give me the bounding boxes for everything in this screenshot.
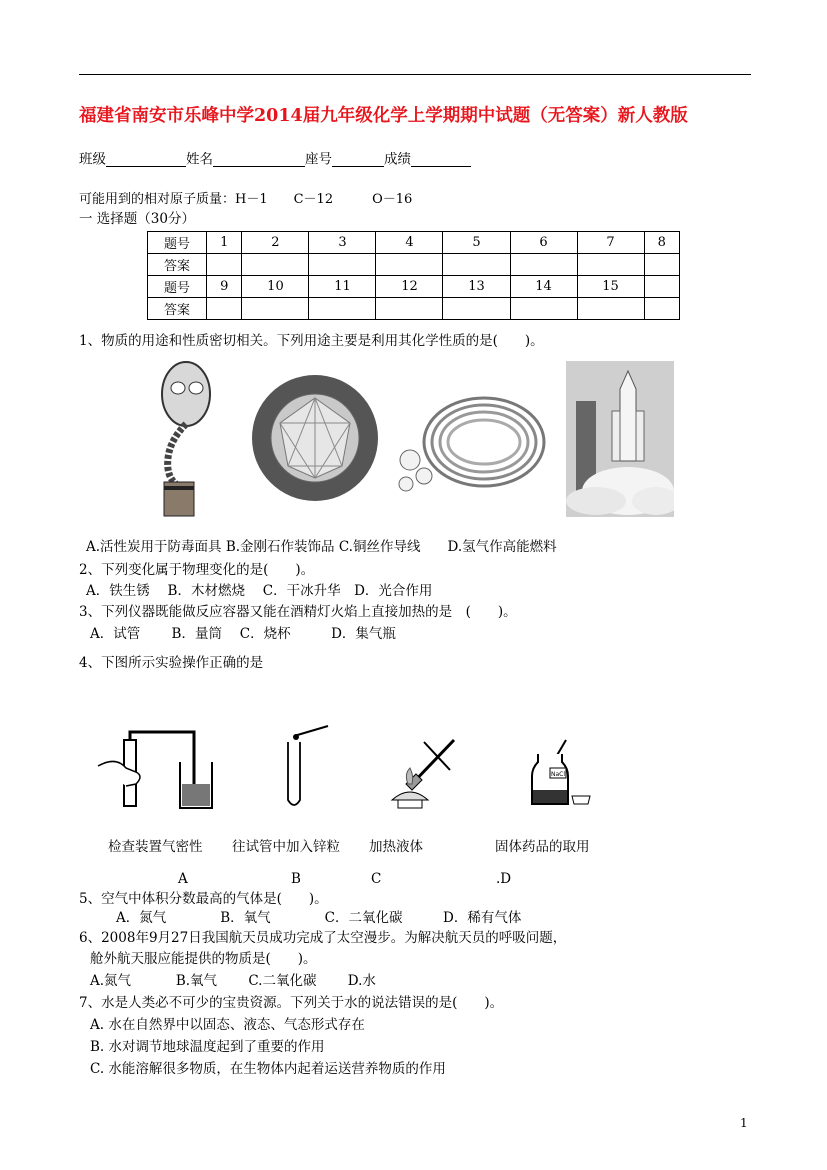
seat-label: 座号 <box>305 151 332 168</box>
q6-stem: 6、2008年9月27日我国航天员成功完成了太空漫步。为解决航天员的呼吸问题， <box>79 930 567 946</box>
add-zinc-image <box>280 724 330 810</box>
gas-mask-image <box>150 360 232 518</box>
question-number: 4 <box>376 232 443 254</box>
question-number: 13 <box>443 276 510 298</box>
diamond-image <box>250 368 380 508</box>
name-field[interactable] <box>213 153 305 167</box>
question-number: 14 <box>510 276 577 298</box>
answer-cell[interactable] <box>242 298 309 320</box>
question-number: 6 <box>510 232 577 254</box>
answer-cell[interactable] <box>376 254 443 276</box>
nacl-label: NaCl <box>550 771 566 778</box>
name-label: 姓名 <box>186 151 213 168</box>
answer-cell[interactable] <box>577 254 644 276</box>
question-number: 7 <box>577 232 644 254</box>
q4-letter-c: C <box>371 871 382 887</box>
q1-stem: 1、物质的用途和性质密切相关。下列用途主要是利用其化学性质的是( )。 <box>79 333 544 349</box>
header-rule <box>79 74 751 75</box>
q5-stem: 5、空气中体积分数最高的气体是( )。 <box>79 891 328 907</box>
page-title: 福建省南安市乐峰中学2014届九年级化学上学期期中试题（无答案）新人教版 <box>79 106 688 126</box>
answer-cell[interactable] <box>644 254 679 276</box>
q2-stem: 2、下列变化属于物理变化的是( )。 <box>79 562 315 578</box>
copper-wire-image <box>392 380 552 505</box>
q7-option-a: A. 水在自然界中以固态、液态、气态形式存在 <box>90 1017 365 1033</box>
question-number: 5 <box>443 232 510 254</box>
airtightness-apparatus-image <box>96 726 216 814</box>
q4-letter-d: .D <box>496 871 512 887</box>
rocket-launch-image <box>566 361 674 517</box>
q6-stem-cont: 舱外航天服应能提供的物质是( )。 <box>90 951 317 967</box>
answer-cell[interactable] <box>443 254 510 276</box>
row-label: 答案 <box>148 254 207 276</box>
q7-stem: 7、水是人类必不可少的宝贵资源。下列关于水的说法错误的是( )。 <box>79 995 504 1011</box>
question-number: 12 <box>376 276 443 298</box>
q4-caption-b: 往试管中加入锌粒 <box>232 839 340 855</box>
table-row <box>148 232 680 254</box>
question-number: 1 <box>207 232 242 254</box>
atomic-mass: 可能用到的相对原子质量：H－1 C－12 O－16 <box>79 192 413 207</box>
q4-caption-c: 加热液体 <box>369 839 423 855</box>
row-label: 题号 <box>148 232 207 254</box>
row-label: 题号 <box>148 276 207 298</box>
score-label: 成绩 <box>384 151 411 168</box>
q2-options: A．铁生锈 B．木材燃烧 C．干冰升华 D．光合作用 <box>86 583 433 599</box>
q6-options: A.氮气 B.氧气 C.二氧化碳 D.水 <box>90 973 376 989</box>
question-number: 9 <box>207 276 242 298</box>
solid-reagent-image <box>528 738 594 808</box>
q4-caption-d: 固体药品的取用 <box>495 839 590 855</box>
answer-cell[interactable] <box>376 298 443 320</box>
q7-option-b: B. 水对调节地球温度起到了重要的作用 <box>90 1039 325 1055</box>
question-number <box>644 276 679 298</box>
question-number: 8 <box>644 232 679 254</box>
answer-table <box>147 231 680 320</box>
seat-field[interactable] <box>332 153 384 167</box>
q4-stem: 4、下图所示实验操作正确的是 <box>79 655 264 671</box>
q4-letter-b: B <box>291 871 301 887</box>
table-row <box>148 276 680 298</box>
page-number: 1 <box>740 1116 748 1130</box>
student-info <box>79 153 471 167</box>
class-field[interactable] <box>106 153 186 167</box>
table-row <box>148 254 680 276</box>
q3-stem: 3、下列仪器既能做反应容器又能在酒精灯火焰上直接加热的是 ( )。 <box>79 604 517 620</box>
q4-letter-a: A <box>178 871 188 887</box>
answer-cell[interactable] <box>644 298 679 320</box>
answer-cell[interactable] <box>309 254 376 276</box>
question-number: 11 <box>309 276 376 298</box>
question-number: 10 <box>242 276 309 298</box>
answer-cell[interactable] <box>443 298 510 320</box>
answer-cell[interactable] <box>207 298 242 320</box>
row-label: 答案 <box>148 298 207 320</box>
q4-caption-a: 检查装置气密性 <box>108 839 203 855</box>
q3-options: A．试管 B．量筒 C．烧杯 D．集气瓶 <box>90 626 396 642</box>
question-number: 15 <box>577 276 644 298</box>
answer-cell[interactable] <box>207 254 242 276</box>
question-number: 2 <box>242 232 309 254</box>
q7-option-c: C. 水能溶解很多物质，在生物体内起着运送营养物质的作用 <box>90 1061 446 1077</box>
q1-options: A.活性炭用于防毒面具 B.金刚石作装饰品 C.铜丝作导线 D.氢气作高能燃料 <box>86 539 557 555</box>
answer-cell[interactable] <box>242 254 309 276</box>
question-number: 3 <box>309 232 376 254</box>
heating-liquid-image <box>380 736 466 812</box>
q5-options: A．氮气 B．氧气 C．二氧化碳 D．稀有气体 <box>116 910 522 926</box>
table-row <box>148 298 680 320</box>
answer-cell[interactable] <box>510 254 577 276</box>
section-one-heading: 一 选择题（30分） <box>79 211 195 227</box>
answer-cell[interactable] <box>510 298 577 320</box>
class-label: 班级 <box>79 151 106 168</box>
answer-cell[interactable] <box>309 298 376 320</box>
answer-cell[interactable] <box>577 298 644 320</box>
score-field[interactable] <box>411 153 471 167</box>
